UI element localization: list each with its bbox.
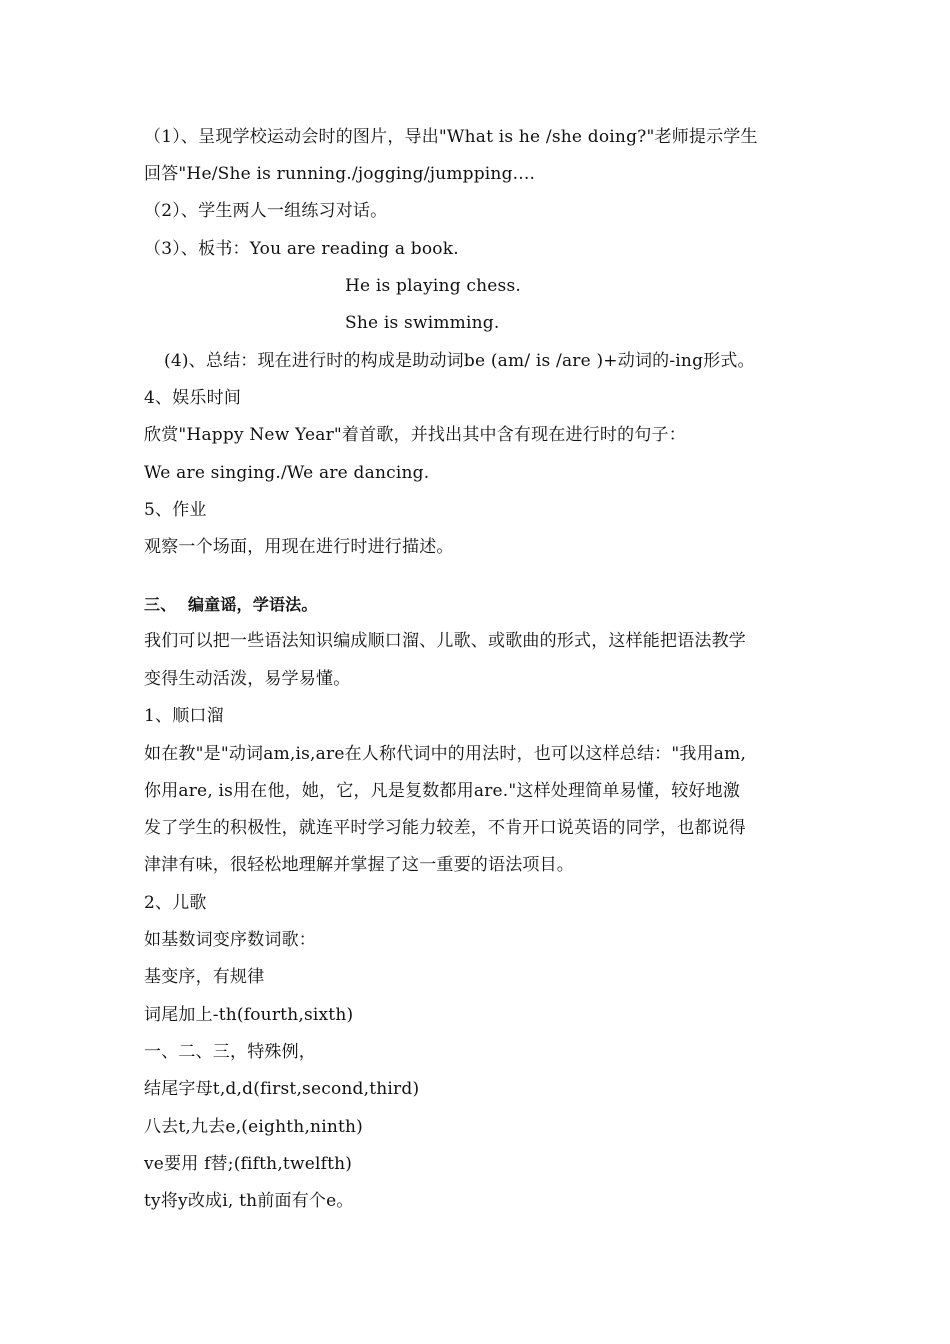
text-line: （1）、呈现学校运动会时的图片，导出"What is he /she doing?"老师提示学生 bbox=[144, 127, 758, 147]
text-line: 回答"He/She is running./jogging/jumpping.... bbox=[144, 164, 536, 184]
text-line: （3）、板书：You are reading a book. bbox=[144, 239, 459, 259]
text-line: (4)、总结：现在进行时的构成是助动词be (am/ is /are )+动词的-ing形式。 bbox=[164, 351, 755, 371]
text-line: 一、二、三，特殊例， bbox=[144, 1042, 316, 1062]
text-line: 1、顺口溜 bbox=[144, 706, 224, 726]
text-line: We are singing./We are dancing. bbox=[144, 463, 430, 483]
text-line: 发了学生的积极性，就连平时学习能力较差，不肯开口说英语的同学，也都说得 bbox=[144, 818, 746, 838]
text-line: 观察一个场面，用现在进行时进行描述。 bbox=[144, 537, 454, 557]
text-line: 津津有味，很轻松地理解并掌握了这一重要的语法项目。 bbox=[144, 855, 574, 875]
text-line: 5、作业 bbox=[144, 500, 207, 520]
text-line: 八去t,九去e,(eighth,ninth) bbox=[144, 1117, 363, 1137]
text-line: He is playing chess. bbox=[345, 276, 521, 296]
text-line: 基变序，有规律 bbox=[144, 967, 265, 987]
section-heading: 三、 编童谣，学语法。 bbox=[144, 595, 318, 614]
text-line: She is swimming. bbox=[345, 313, 500, 333]
text-line: 我们可以把一些语法知识编成顺口溜、儿歌、或歌曲的形式，这样能把语法教学 bbox=[144, 631, 746, 651]
text-line: ve要用 f替;(fifth,twelfth) bbox=[144, 1154, 353, 1174]
text-line: 词尾加上-th(fourth,sixth) bbox=[144, 1005, 354, 1025]
text-line: ty将y改成i, th前面有个e。 bbox=[144, 1191, 354, 1211]
text-line: 4、娱乐时间 bbox=[144, 388, 242, 408]
text-line: （2）、学生两人一组练习对话。 bbox=[144, 201, 388, 221]
text-line: 如在教"是"动词am,is,are在人称代词中的用法时，也可以这样总结："我用am, bbox=[144, 744, 747, 764]
text-line: 2、儿歌 bbox=[144, 893, 207, 913]
text-line: 你用are, is用在他，她，它，凡是复数都用are."这样处理简单易懂，较好地激 bbox=[144, 781, 741, 801]
text-line: 欣赏"Happy New Year"着首歌，并找出其中含有现在进行时的句子： bbox=[144, 425, 686, 445]
text-line: 结尾字母t,d,d(first,second,third) bbox=[144, 1079, 420, 1099]
text-line: 变得生动活泼，易学易懂。 bbox=[144, 669, 351, 689]
text-line: 如基数词变序数词歌： bbox=[144, 930, 316, 950]
